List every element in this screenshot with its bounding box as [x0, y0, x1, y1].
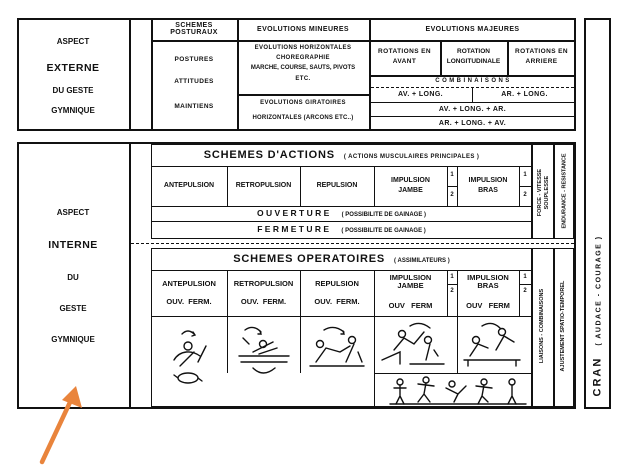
schemes-operatoires-title: [151, 254, 532, 266]
jambe-n2: 2: [450, 192, 454, 198]
evolutions-majeures-header: EVOLUTIONS MAJEURES: [425, 26, 520, 33]
combo-av-long-ar: AV. + LONG. + AR.: [438, 106, 507, 113]
op-retropulsion: RETROPULSION: [233, 279, 294, 288]
horizontales-arcons: HORIZONTALES (ARCONS ETC..): [252, 115, 354, 121]
combo-ar-long: AR. + LONG.: [501, 91, 548, 98]
gymnast-figure-icon: [388, 374, 528, 408]
op-bras-n2: 2: [523, 288, 527, 294]
schemes-posturaux-header: SCHEMES POSTURAUX: [170, 22, 218, 37]
op-jambe-n1: 1: [450, 274, 454, 280]
op-antepulsion: ANTEPULSION: [162, 279, 216, 288]
schemes-operatoires-title-text: SCHEMES OPERATOIRES: [233, 253, 385, 265]
upper-aspect-label: ASPECT: [56, 37, 90, 46]
rotations-avant: ROTATIONS EN AVANT: [378, 48, 431, 65]
lower-geste-label: GESTE: [59, 304, 87, 313]
combo-av-long: AV. + LONG.: [397, 91, 444, 98]
op-impulsion-bras-sub: OUV FERM: [466, 301, 510, 310]
liaisons-label: LIAISONS - COMBINAISONS: [539, 288, 545, 364]
evolutions-mineures-header: EVOLUTIONS MINEURES: [257, 26, 349, 33]
lower-aspect-label: ASPECT: [56, 208, 90, 217]
ouverture-row: [151, 209, 532, 218]
endurance-label: ENDURANCE - RESISTANCE: [561, 153, 568, 229]
attitudes-label: ATTITUDES: [174, 78, 214, 85]
force-vitesse-label: FORCE - VITESSE SOUPLESSE: [536, 168, 550, 217]
bras-n1: 1: [523, 172, 527, 178]
gymnast-figure-icon: [306, 322, 368, 372]
marche-course: MARCHE, COURSE, SAUTS, PIVOTS: [250, 65, 356, 71]
gymnast-figure-icon: [233, 322, 295, 384]
gymnast-figure-icon: [460, 320, 524, 370]
ouverture-label: O U V E R T U R E: [257, 208, 330, 218]
combo-ar-long-av: AR. + LONG. + AV.: [438, 120, 507, 127]
fermeture-row: [151, 225, 532, 234]
upper-externe-label: EXTERNE: [46, 62, 100, 74]
cran-paren-text: ( AUDACE - COURAGE ): [595, 235, 603, 346]
evol-giratoires: EVOLUTIONS GIRATOIRES: [260, 100, 346, 106]
lower-du-label: DU: [67, 273, 79, 282]
maintiens-label: MAINTIENS: [174, 103, 214, 110]
action-impulsion-jambe: IMPULSION JAMBE: [391, 177, 430, 194]
ouverture-note: ( POSSIBILITE DE GAINAGE ): [341, 212, 426, 218]
action-retropulsion: RETROPULSION: [235, 182, 292, 189]
jambe-n1: 1: [450, 172, 454, 178]
choregraphie: CHOREGRAPHIE: [276, 55, 330, 61]
fermeture-note: ( POSSIBILITE DE GAINAGE ): [341, 228, 426, 234]
op-jambe-n2: 2: [450, 288, 454, 294]
schemes-actions-title: [151, 150, 532, 162]
op-antepulsion-sub: OUV. FERM.: [166, 297, 212, 306]
action-repulsion: REPULSION: [316, 182, 358, 189]
combinaisons-label: C O M B I N A I S O N S: [435, 78, 510, 84]
cran-label: [591, 235, 604, 397]
schemes-actions-title-text: SCHEMES D'ACTIONS: [203, 149, 335, 161]
lower-interne-label: INTERNE: [48, 239, 98, 251]
rotations-arriere: ROTATIONS EN ARRIERE: [515, 48, 568, 65]
schemes-operatoires-subtitle: ( ASSIMILATEURS ): [394, 258, 450, 264]
lower-gymnique-label: GYMNIQUE: [51, 335, 95, 344]
action-antepulsion: ANTEPULSION: [163, 182, 215, 189]
etc-label: ETC.: [295, 76, 311, 82]
upper-du-geste-label: DU GESTE: [52, 86, 94, 95]
ajustement-label: AJUSTEMENT SPATIO-TEMPOREL: [560, 280, 566, 372]
rotation-longitudinale: ROTATION LONGITUDINALE: [446, 48, 501, 65]
schemes-actions-subtitle: ( ACTIONS MUSCULAIRES PRINCIPALES ): [343, 154, 480, 160]
fermeture-label: F E R M E T U R E: [257, 224, 330, 234]
op-bras-n1: 1: [523, 274, 527, 280]
gymnast-figure-icon: [160, 322, 220, 392]
action-impulsion-bras: IMPULSION BRAS: [468, 177, 508, 194]
op-impulsion-bras: IMPULSION BRAS: [467, 273, 509, 290]
orange-arrow-icon: [36, 384, 86, 466]
gymnast-figure-icon: [380, 320, 446, 370]
op-repulsion: REPULSION: [315, 279, 359, 288]
evol-horizontales: EVOLUTIONS HORIZONTALES: [254, 45, 352, 51]
op-repulsion-sub: OUV. FERM.: [314, 297, 360, 306]
bras-n2: 2: [523, 192, 527, 198]
op-impulsion-jambe: IMPULSION JAMBE: [389, 273, 432, 290]
upper-gymnique-label: GYMNIQUE: [51, 106, 95, 115]
op-impulsion-jambe-sub: OUV FERM: [388, 301, 433, 310]
cran-main-text: CRAN: [591, 356, 604, 397]
op-retropulsion-sub: OUV. FERM.: [240, 297, 287, 306]
postures-label: POSTURES: [174, 56, 214, 63]
